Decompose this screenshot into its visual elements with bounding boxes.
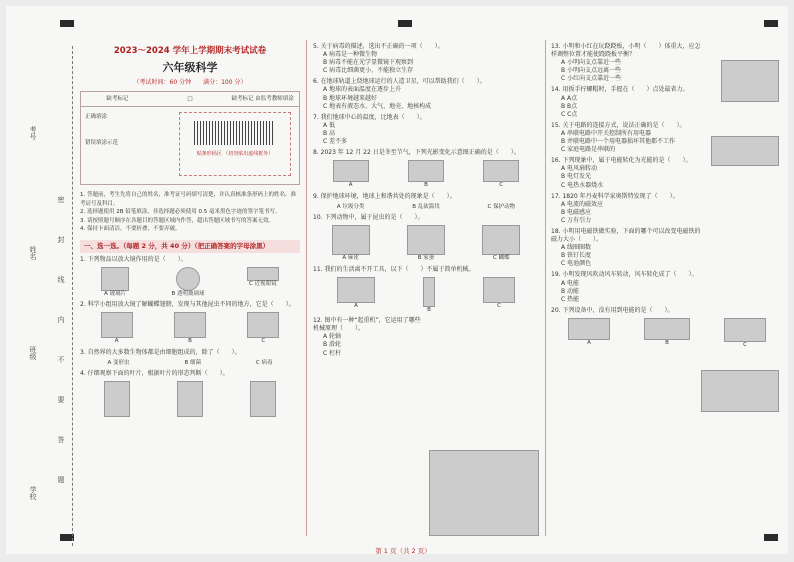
option[interactable]: A bbox=[354, 302, 358, 309]
question: 2. 科学小组用放大镜了解蝴蝶翅膀，发现与其他昆虫不同的地方，它是（ ）。 bbox=[80, 301, 295, 309]
option[interactable]: C C点 bbox=[561, 110, 578, 118]
binding-label: 姓名 bbox=[29, 246, 37, 260]
seal-char: 答 bbox=[57, 436, 65, 443]
instructions bbox=[80, 191, 300, 234]
exam-meta: （考试时间：60 分钟 满分：100 分） bbox=[133, 79, 247, 87]
building-photo bbox=[429, 450, 539, 536]
butterfly-image bbox=[174, 312, 206, 338]
info-box bbox=[80, 91, 300, 185]
glass-plate-image bbox=[101, 267, 129, 291]
option[interactable]: A 变形虫 bbox=[107, 359, 130, 366]
option[interactable]: C 万有引力 bbox=[561, 216, 592, 224]
question: 5. 关于病毒的描述，选出不正确的一项（ ）。 bbox=[313, 43, 444, 50]
column-1 bbox=[80, 40, 300, 536]
screwdriver-image bbox=[423, 277, 435, 307]
option[interactable]: C 地表有液态水、大气、地壳、地核构成 bbox=[323, 102, 432, 110]
binding-label: 学校 bbox=[29, 486, 37, 500]
question: 4. 仔细观察下面的叶片，根据叶片的形态判断（ ）。 bbox=[80, 370, 229, 378]
option[interactable]: B 地球环境越来越好 bbox=[323, 94, 378, 102]
barcode-label: 贴条形码区 （切勿贴出虚线框外） bbox=[196, 151, 274, 158]
question: 9. 保护地球环境，地球上和谐共处的现象是（ ）。 bbox=[313, 192, 456, 200]
option[interactable]: A 电能 bbox=[561, 279, 580, 287]
shadow-diagram-image bbox=[408, 160, 444, 182]
binding-label: 考号 bbox=[29, 126, 37, 140]
section-heading: 一、选一选。（每题 2 分，共 40 分）（把正确答案的字母涂黑） bbox=[80, 240, 300, 253]
option[interactable]: C 电热水器烧水 bbox=[561, 181, 604, 189]
seal-char: 题 bbox=[57, 476, 65, 483]
option[interactable]: C 病毒 bbox=[255, 359, 273, 366]
leaf-image bbox=[104, 381, 130, 417]
absent-mark-label: 缺考标记 bbox=[106, 95, 129, 102]
question: 13. 小明和小红在玩跷跷板，小明（ ）体重大，应怎样调整位置才能使跷跷板平衡？ bbox=[551, 43, 701, 59]
seesaw-image bbox=[721, 60, 779, 102]
barcode-area bbox=[179, 112, 291, 176]
corner-mark bbox=[398, 20, 412, 27]
thermometer-image bbox=[483, 277, 515, 303]
exam-subject: 六年级科学 bbox=[162, 61, 218, 75]
option[interactable]: C 热能 bbox=[561, 295, 580, 303]
option[interactable]: C bbox=[743, 341, 747, 348]
option[interactable]: B bbox=[665, 339, 669, 346]
leaf-image bbox=[177, 381, 203, 417]
option[interactable]: B bbox=[424, 182, 428, 189]
option[interactable]: A 麻雀 bbox=[342, 255, 359, 262]
bicycle-image bbox=[337, 277, 375, 303]
option[interactable]: C bbox=[499, 182, 504, 189]
note: 2. 选择题使用 2B 铅笔填涂，非选择题必须使用 0.5 毫米黑色字迹的签字笔书写。 bbox=[80, 209, 281, 216]
seal-char: 不 bbox=[57, 356, 65, 363]
glasses-image bbox=[247, 267, 279, 281]
option[interactable]: A 串联电路中开关控制所有用电器 bbox=[561, 129, 652, 137]
option[interactable]: C bbox=[497, 302, 501, 309]
option[interactable]: B bbox=[427, 306, 431, 313]
question: 19. 小明发现风吹动风车转动，风车转化成了（ ）。 bbox=[551, 271, 698, 279]
option[interactable]: A 玻璃片 bbox=[104, 290, 127, 297]
question: 20. 下列设备中，没有用到电能的是（ ）。 bbox=[551, 306, 674, 314]
option[interactable]: B 高 bbox=[323, 129, 336, 137]
option[interactable]: B 电磁感应 bbox=[561, 208, 592, 216]
option[interactable]: A 低 bbox=[323, 121, 336, 129]
solar-heater-image bbox=[724, 318, 766, 342]
leaf-image bbox=[250, 381, 276, 417]
option[interactable]: B B点 bbox=[561, 102, 578, 110]
silkworm-image bbox=[407, 225, 445, 255]
option[interactable]: A 轮轴 bbox=[323, 333, 342, 341]
barcode-icon bbox=[194, 121, 274, 145]
seal-char: 线 bbox=[57, 276, 65, 283]
question: 16. 下列现象中，属于电能转化为光能的是（ ）。 bbox=[551, 157, 692, 165]
option[interactable]: B 小明向支点远离一些 bbox=[561, 67, 622, 75]
corner-mark bbox=[764, 20, 778, 27]
option[interactable]: A bbox=[348, 182, 353, 189]
option[interactable]: C 保护动物 bbox=[487, 203, 516, 210]
option[interactable]: B 铁钉长度 bbox=[561, 252, 592, 260]
option[interactable]: C 蝴蝶 bbox=[493, 255, 510, 262]
option[interactable]: B 电灯发光 bbox=[561, 173, 592, 181]
option[interactable]: A bbox=[114, 338, 119, 345]
option[interactable]: B 并联电路中一个用电器损坏其他都不工作 bbox=[561, 138, 676, 146]
binding-strip bbox=[26, 46, 78, 546]
option[interactable]: B 滑轮 bbox=[323, 341, 342, 349]
question: 17. 1820 年丹麦科学家奥斯特发现了（ ）。 bbox=[551, 192, 679, 200]
option[interactable]: C 小红向支点靠近一些 bbox=[561, 75, 622, 83]
electromagnet-diagram bbox=[701, 370, 779, 412]
absent-mark-note: 缺考标记 由监考教师填涂 bbox=[231, 95, 294, 102]
wrong-fill-label: 错误填涂示范 bbox=[85, 140, 119, 147]
option[interactable]: A 地球的表面温度在逐步上升 bbox=[323, 86, 402, 94]
option[interactable]: B 病毒不能在光学显微镜下观察到 bbox=[323, 59, 414, 67]
butterfly-image bbox=[482, 225, 520, 255]
question: 1. 下列物品以放大镜作用的是（ ）。 bbox=[80, 255, 187, 263]
question: 3. 自然界的大多数生物体都是由细胞组成的，除了（ ）。 bbox=[80, 348, 241, 356]
option[interactable]: B 家蚕 bbox=[417, 255, 435, 262]
seal-char: 内 bbox=[57, 316, 65, 323]
question: 8. 2023 年 12 月 22 日是冬至节气，下列光影变化示意图正确的是（ ）。 bbox=[313, 149, 520, 157]
option[interactable]: C 电池颜色 bbox=[561, 260, 592, 268]
exam-sheet bbox=[6, 6, 788, 554]
shadow-diagram-image bbox=[483, 160, 519, 182]
note: 1. 答题前，考生先将自己的姓名、准考证号码填写清楚，并认真核准条形码上的姓名、准考证号及科目。 bbox=[80, 192, 296, 207]
moth-image bbox=[101, 312, 133, 338]
option[interactable]: C bbox=[261, 338, 266, 345]
option[interactable]: C 杠杆 bbox=[323, 349, 342, 357]
absent-mark-box[interactable]: □ bbox=[187, 95, 193, 102]
option[interactable]: A 小明向支点靠近一些 bbox=[561, 59, 622, 67]
wrench-image bbox=[711, 136, 779, 166]
option[interactable]: C 病毒比细菌更小，不能独立生存 bbox=[323, 67, 414, 75]
option[interactable]: A bbox=[587, 339, 591, 346]
option[interactable]: A A点 bbox=[561, 94, 578, 102]
cricket-image bbox=[247, 312, 279, 338]
option[interactable]: C 差不多 bbox=[323, 138, 348, 146]
question: 6. 在地球轨道上绕地球运行的人造卫星，可以帮助我们（ ）。 bbox=[313, 78, 486, 86]
question: 7. 我们地球中心的温度，比地表（ ）。 bbox=[313, 113, 426, 121]
corner-mark bbox=[60, 20, 74, 27]
option[interactable]: C 近视眼镜 bbox=[249, 280, 277, 287]
option[interactable]: B 动能 bbox=[561, 287, 580, 295]
seal-char: 要 bbox=[57, 396, 65, 403]
column-3 bbox=[551, 40, 783, 536]
question: 10. 下列动物中，属于昆虫的是（ ）。 bbox=[313, 214, 424, 222]
option[interactable]: A 线圈圈数 bbox=[561, 244, 592, 252]
question: 12. 图中有一种“起重机”，它运用了哪些机械原理（ ）。 bbox=[313, 317, 421, 333]
option[interactable]: A 垃圾分类 bbox=[336, 203, 365, 210]
shadow-diagram-image bbox=[333, 160, 369, 182]
option[interactable]: B bbox=[188, 338, 192, 345]
question: 18. 小明用电磁铁做实验，下面的哪个可以改变电磁铁的磁力大小（ ）。 bbox=[551, 227, 701, 244]
option[interactable]: B 细菌 bbox=[184, 359, 201, 366]
stove-image bbox=[568, 318, 610, 340]
sparrow-image bbox=[332, 225, 370, 255]
car-image bbox=[644, 318, 690, 340]
option[interactable]: A 病毒是一种微生物 bbox=[323, 51, 378, 59]
seal-line bbox=[72, 46, 73, 546]
note: 4. 保持卡面清洁，不要折叠，不要弄破。 bbox=[80, 226, 181, 233]
question: 14. 用扳手拧螺帽时，手握在（ ）点处最省力。 bbox=[551, 86, 689, 94]
option[interactable]: C 家庭电路是串联的 bbox=[561, 146, 616, 154]
question: 15. 关于电路的连接方式，说法正确的是（ ）。 bbox=[551, 121, 686, 129]
note: 3. 请按照题号顺序在各题目的答题区域内作答，超出答题区域书写的答案无效。 bbox=[80, 217, 274, 224]
option[interactable]: B 透明玻璃球 bbox=[171, 290, 205, 297]
correct-fill-label: 正确填涂 bbox=[85, 114, 108, 121]
option[interactable]: A 电流的磁效应 bbox=[561, 200, 604, 208]
option[interactable]: A 电风扇转动 bbox=[561, 165, 598, 173]
page-footer: 第 1 页（共 2 页） bbox=[375, 547, 431, 555]
column-2 bbox=[306, 40, 546, 536]
question: 11. 我们的生活离不开工具，以下（ ）不属于简单机械。 bbox=[313, 265, 475, 273]
glass-ball-image bbox=[176, 267, 200, 291]
seal-char: 密 bbox=[57, 196, 65, 203]
binding-label: 班级 bbox=[29, 346, 37, 360]
seal-char: 封 bbox=[57, 236, 65, 243]
exam-title: 2023～2024 学年上学期期末考试试卷 bbox=[113, 46, 267, 56]
option[interactable]: B 乱砍滥伐 bbox=[412, 203, 440, 210]
